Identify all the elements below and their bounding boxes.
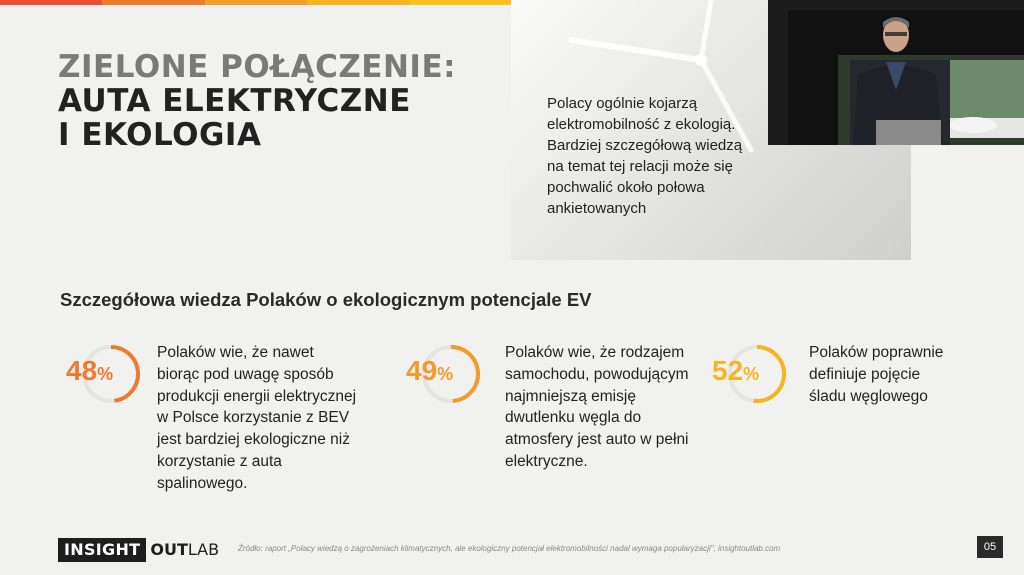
title-line-3: I EKOLOGIA xyxy=(58,117,262,153)
presenter-video-illustration xyxy=(768,0,1024,145)
stat-unit-1: % xyxy=(97,364,114,384)
top-color-bar xyxy=(0,0,512,5)
stat-percent-2 xyxy=(406,354,453,391)
stat-percent-3 xyxy=(712,354,759,391)
title-line-2: AUTA ELEKTRYCZNE xyxy=(58,83,411,119)
top-bar-segment-4 xyxy=(307,0,409,5)
logo-lab: LAB xyxy=(187,540,220,559)
stat-description-1: Polaków wie, że nawet biorąc pod uwagę sposób produkcji energii elektrycznej w Polsce korzystanie z BEV jest bardziej ekologiczne niż korzystanie z auta spalinowego. xyxy=(157,344,357,492)
stat-number-1: 48 xyxy=(66,355,98,386)
stat-percent-1 xyxy=(66,354,113,391)
stat-unit-2: % xyxy=(437,364,454,384)
stat-ring-arc-2 xyxy=(451,347,478,401)
source-citation: Źródło: raport „Polacy wiedzą o zagrożeniach klimatycznych, ale ekologiczny potencjał elektromobilności nadal wymaga popularyzacji", insightoutlab.com xyxy=(238,544,781,553)
top-bar-segment-1 xyxy=(0,0,102,5)
stat-description-3: Polaków poprawnie definiuje pojęcie śladu węglowego xyxy=(809,344,944,405)
section-subtitle: Szczegółowa wiedza Polaków o ekologicznym potencjale EV xyxy=(60,289,592,310)
logo-insight: INSIGHT xyxy=(58,538,146,562)
page-title xyxy=(58,50,456,152)
insight-out-lab-logo xyxy=(58,538,223,562)
stat-number-3: 52 xyxy=(712,355,744,386)
page-number: 05 xyxy=(977,536,1003,558)
stat-unit-3: % xyxy=(743,364,760,384)
logo-out: OUT xyxy=(150,540,188,559)
title-line-1: ZIELONE POŁĄCZENIE: xyxy=(58,49,457,85)
stat-ring-arc-1 xyxy=(111,347,138,401)
logo-outlab xyxy=(146,538,223,562)
stat-number-2: 49 xyxy=(406,355,438,386)
top-bar-segment-5 xyxy=(410,0,512,5)
top-bar-segment-2 xyxy=(102,0,204,5)
top-bar-segment-3 xyxy=(205,0,307,5)
stat-description-2: Polaków wie, że rodzajem samochodu, powodującym najmniejszą emisję dwutlenku węgla do atmosfery jest auto w pełni elektryczne. xyxy=(505,344,689,470)
intro-text: Polacy ogólnie kojarzą elektromobilność z ekologią. Bardziej szczegółową wiedzą na temat tej relacji może się pochwalić około połowa ankietowanych xyxy=(547,95,743,217)
presenter-video-feed xyxy=(768,0,1024,145)
